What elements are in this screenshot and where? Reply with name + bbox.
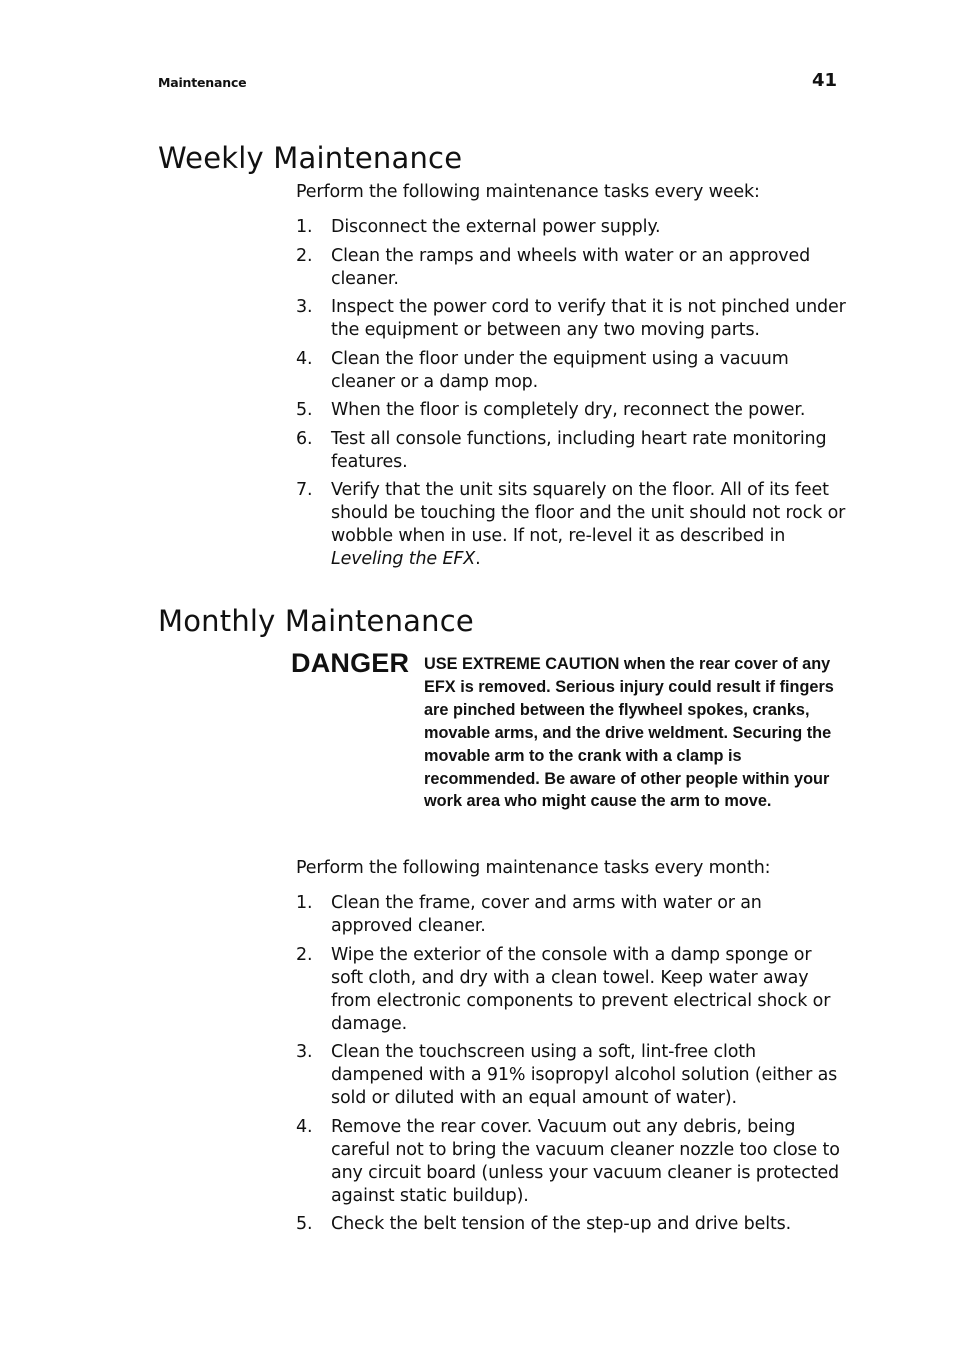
list-item	[296, 348, 846, 394]
step-text: Wipe the exterior of the console with a damp sponge or soft cloth, and dry with a clean towel. Keep water away from electronic components to prevent electrical shock or damage.	[331, 944, 831, 1034]
page-number: 41	[811, 70, 837, 91]
step-number: 7.	[296, 480, 313, 500]
list-item	[296, 216, 846, 239]
step-text: Clean the ramps and wheels with water or an approved cleaner.	[331, 245, 811, 289]
running-head: Maintenance	[158, 75, 247, 90]
list-item	[296, 944, 846, 1036]
list-item	[296, 428, 846, 474]
step-number: 4.	[296, 348, 313, 369]
step-number: 3.	[296, 1042, 313, 1062]
step-number: 2.	[296, 245, 313, 266]
weekly-maintenance-heading: Weekly Maintenance	[158, 141, 463, 175]
step-text: Clean the touchscreen using a soft, lint-free cloth dampened with a 91% isopropyl alcohol solution (either as sold or diluted with an equal amount of water).	[331, 1042, 838, 1108]
step-text: When the floor is completely dry, reconnect the power.	[331, 400, 806, 420]
step-text: Check the belt tension of the step-up and drive belts.	[331, 1214, 792, 1234]
monthly-maintenance-heading: Monthly Maintenance	[158, 604, 474, 638]
step-text: Clean the frame, cover and arms with water or an approved cleaner.	[331, 893, 762, 936]
step-number: 5.	[296, 400, 313, 420]
step-text: Verify that the unit sits squarely on the floor. All of its feet should be touching the floor and the unit should not rock or wobble when in use. If not, re-level it as described in	[331, 480, 846, 546]
step-text: Test all console functions, including heart rate monitoring features.	[331, 428, 827, 472]
list-item	[296, 399, 846, 422]
step-number: 1.	[296, 217, 313, 237]
step-number: 4.	[296, 1116, 313, 1137]
step-text: Disconnect the external power supply.	[331, 217, 661, 237]
cross-reference-link: Leveling the EFX	[331, 549, 476, 569]
weekly-intro: Perform the following maintenance tasks every week:	[296, 182, 760, 202]
danger-label: DANGER	[291, 648, 410, 678]
list-item	[296, 892, 846, 938]
step-text: Inspect the power cord to verify that it is not pinched under the equipment or between any two moving parts.	[331, 297, 846, 340]
list-item	[296, 296, 846, 342]
step-number: 6.	[296, 428, 313, 449]
step-number: 3.	[296, 297, 313, 317]
list-item	[296, 1116, 846, 1208]
step-number: 1.	[296, 893, 313, 913]
weekly-steps-list	[296, 216, 846, 577]
list-item	[296, 1213, 846, 1236]
step-number: 5.	[296, 1214, 313, 1234]
list-item	[296, 1041, 846, 1110]
list-item	[296, 245, 846, 291]
monthly-intro: Perform the following maintenance tasks every month:	[296, 858, 771, 878]
step-text: Remove the rear cover. Vacuum out any debris, being careful not to bring the vacuum cleaner nozzle too close to any circuit board (unless your vacuum cleaner is protected against static buildup).	[331, 1116, 840, 1206]
step-number: 2.	[296, 944, 313, 965]
danger-warning-text: USE EXTREME CAUTION when the rear cover of any EFX is removed. Serious injury could result if fingers are pinched between the flywheel spokes, cranks, movable arms, and the drive weldment. Securing the movable arm to the crank with a clamp is recommended. Be aware of other people within your work area who might cause the arm to move.	[424, 655, 834, 811]
monthly-steps-list	[296, 892, 846, 1242]
list-item	[296, 479, 846, 571]
step-text-end: .	[475, 549, 481, 569]
step-text: Clean the floor under the equipment using a vacuum cleaner or a damp mop.	[331, 348, 789, 392]
